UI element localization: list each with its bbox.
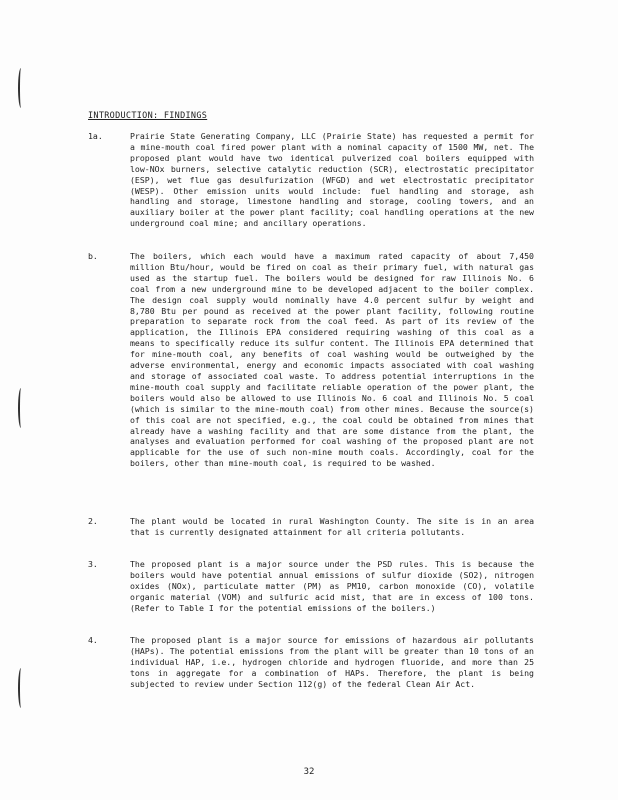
- binder-hole-mark: [18, 68, 24, 108]
- page-number: 32: [303, 767, 315, 777]
- finding-number: 3.: [88, 559, 98, 569]
- finding-text: The proposed plant is a major source for emissions of hazardous air pollutants (HAPs). The potential emissions from the plant will be greater than 10 tons of an individual HAP, i.e., hydrogen chloride and hydrogen fluoride, and more than 25 tons in aggregate for a combination of HAPs. Therefore, the plant is being subjected to review under Section 112(g) of the federal Clean Air Act.: [130, 635, 534, 689]
- finding-text: The proposed plant is a major source under the PSD rules. This is because the boilers would have potential annual emissions of sulfur dioxide (SO2), nitrogen oxides (NOx), particulate matter (PM) as PM10, carbon monoxide (CO), volatile organic material (VOM) and sulfuric acid mist, that are in excess of 100 tons. (Refer to Table I for the potential emissions of the boilers.): [130, 559, 534, 613]
- finding-text: The plant would be located in rural Washington County. The site is in an area that is currently designated attainment for all criteria pollutants.: [130, 516, 534, 537]
- finding-text: Prairie State Generating Company, LLC (Prairie State) has requested a permit for a mine-mouth coal fired power plant with a nominal capacity of 1500 MW, net. The proposed plant would have two identical pulverized coal boilers equipped with low-NOx burners, selective catalytic reduction (SCR), electrostatic precipitator (ESP), wet flue gas desulfurization (WFGD) and wet electrostatic precipitator (WESP). Other emission units would include: fuel handling and storage, ash handling and storage, limestone handling and storage, cooling towers, and an auxiliary boiler at the power plant facility; coal handling operations at the new underground coal mine; and ancillary operations.: [130, 131, 534, 229]
- binder-hole-mark: [18, 668, 24, 708]
- finding-number: 4.: [88, 635, 98, 645]
- finding-number: b.: [88, 251, 98, 261]
- finding-text: The boilers, which each would have a maximum rated capacity of about 7,450 million Btu/hour, would be fired on coal as their primary fuel, with natural gas used as the startup fuel. The boilers would be designed for raw Illinois No. 6 coal from a new underground mine to be developed adjacent to the boiler complex. The design coal supply would nominally have 4.0 percent sulfur by weight and 8,780 Btu per pound as received at the power plant facility, following routine preparation to separate rock from the coal feed. As part of its review of the application, the Illinois EPA considered requiring washing of this coal as a means to specifically reduce its sulfur content. The Illinois EPA determined that for mine-mouth coal, any benefits of coal washing would be outweighed by the adverse environmental, energy and economic impacts associated with coal washing and storage of associated coal waste. To address potential interruptions in the mine-mouth coal supply and facilitate reliable operation of the power plant, the boilers would also be allowed to use Illinois No. 6 coal and Illinois No. 5 coal (which is similar to the mine-mouth coal) from other mines. Because the source(s) of this coal are not specified, e.g., the coal could be obtained from mines that already have a washing facility and that are some distance from the plant, the analyses and evaluation performed for coal washing of the proposed plant are not applicable for the use of such non-mine mouth coals. Accordingly, coal for the boilers, other than mine-mouth coal, is required to be washed.: [130, 251, 534, 469]
- finding-number: 1a.: [88, 131, 103, 141]
- finding-number: 2.: [88, 516, 98, 526]
- section-heading: INTRODUCTION: FINDINGS: [88, 111, 208, 121]
- binder-hole-mark: [18, 388, 24, 428]
